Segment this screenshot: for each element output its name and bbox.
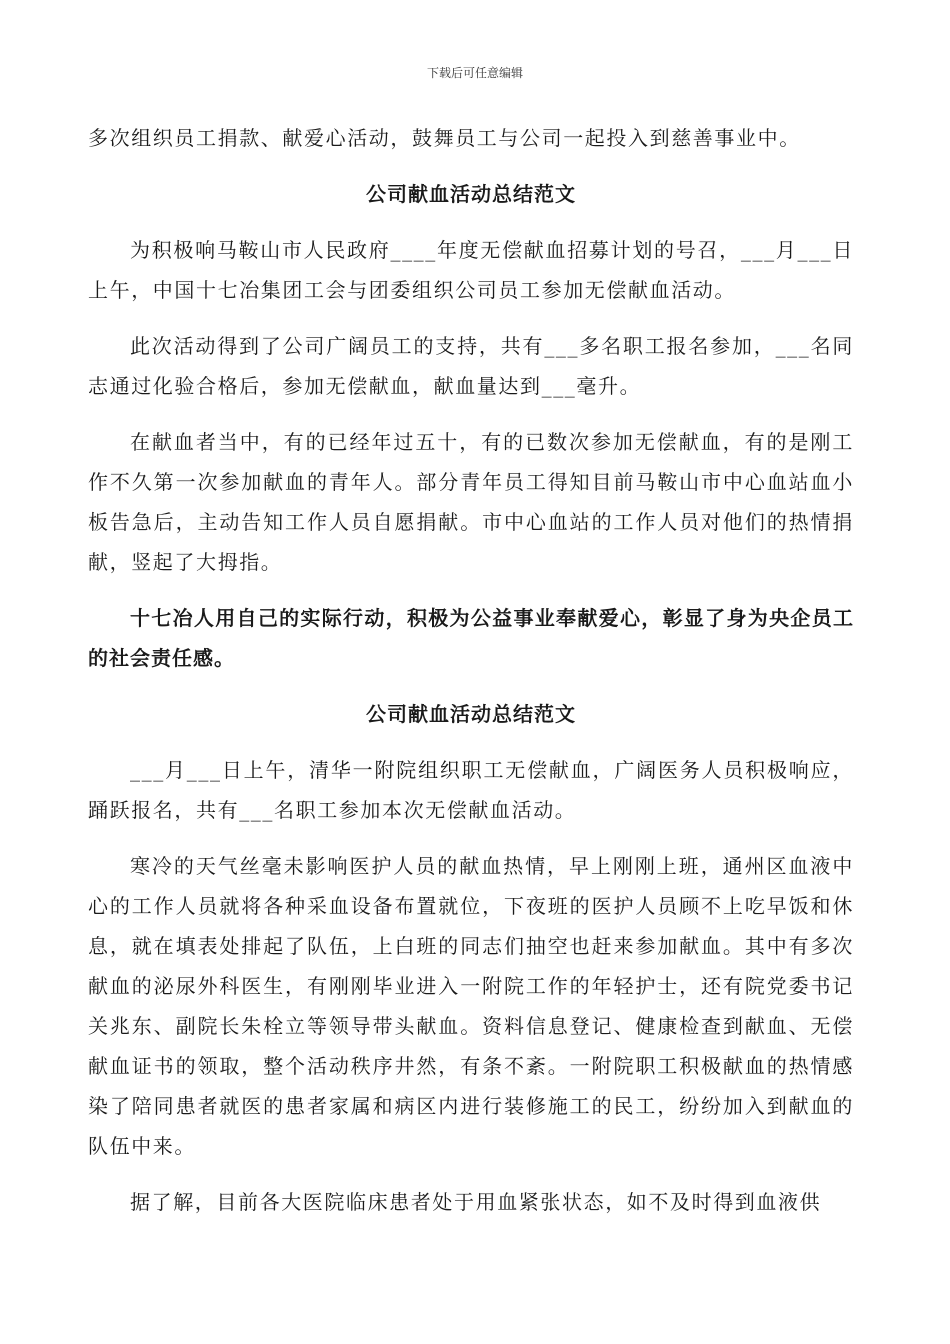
paragraph-3: 在献血者当中，有的已经年过五十，有的已数次参加无偿献血，有的是刚工作不久第一次参加献血的青年人。部分青年员工得知目前马鞍山市中心血站血小板告急后，主动告知工作人员自愿捐献。市中心血站的工作人员对他们的热情捐献，竖起了大拇指。 <box>88 430 854 574</box>
paragraph-6: 寒冷的天气丝毫未影响医护人员的献血热情，早上刚刚上班，通州区血液中心的工作人员就将各种采血设备布置就位，下夜班的医护人员顾不上吃早饭和休息，就在填表处排起了队伍，上白班的同志们抽空也赶来参加献血。其中有多次献血的泌尿外科医生，有刚刚毕业进入一附院工作的年轻护士，还有院党委书记关兆东、副院长朱栓立等领导带头献血。资料信息登记、健康检查到献血、无偿献血证书的领取，整个活动秩序井然，有条不紊。一附院职工积极献血的热情感染了陪同患者就医的患者家属和病区内进行装修施工的民工，纷纷加入到献血的队伍中来。 <box>88 854 854 1158</box>
paragraph-5: ___月___日上午，清华一附院组织职工无偿献血，广阔医务人员积极响应，踊跃报名，共有___名职工参加本次无偿献血活动。 <box>88 758 854 822</box>
paragraph-7: 据了解，目前各大医院临床患者处于用血紧张状态，如不及时得到血液供 <box>130 1190 822 1214</box>
section-title-2: 公司献血活动总结范文 <box>366 702 576 726</box>
paragraph-intro: 多次组织员工捐款、献爱心活动，鼓舞员工与公司一起投入到慈善事业中。 <box>88 126 801 150</box>
page-header: 下载后可任意编辑 <box>426 66 523 80</box>
paragraph-1: 为积极响马鞍山市人民政府____年度无偿献血招募计划的号召，___月___日上午，中国十七冶集团工会与团委组织公司员工参加无偿献血活动。 <box>88 238 854 302</box>
section-title-1: 公司献血活动总结范文 <box>366 182 576 206</box>
paragraph-2: 此次活动得到了公司广阔员工的支持，共有___多名职工报名参加，___名同志通过化验合格后，参加无偿献血，献血量达到___毫升。 <box>88 334 854 398</box>
paragraph-4-emphasis: 十七冶人用自己的实际行动，积极为公益事业奉献爱心，彰显了身为央企员工的社会责任感。 <box>88 606 854 670</box>
document-body <box>88 118 854 1238</box>
